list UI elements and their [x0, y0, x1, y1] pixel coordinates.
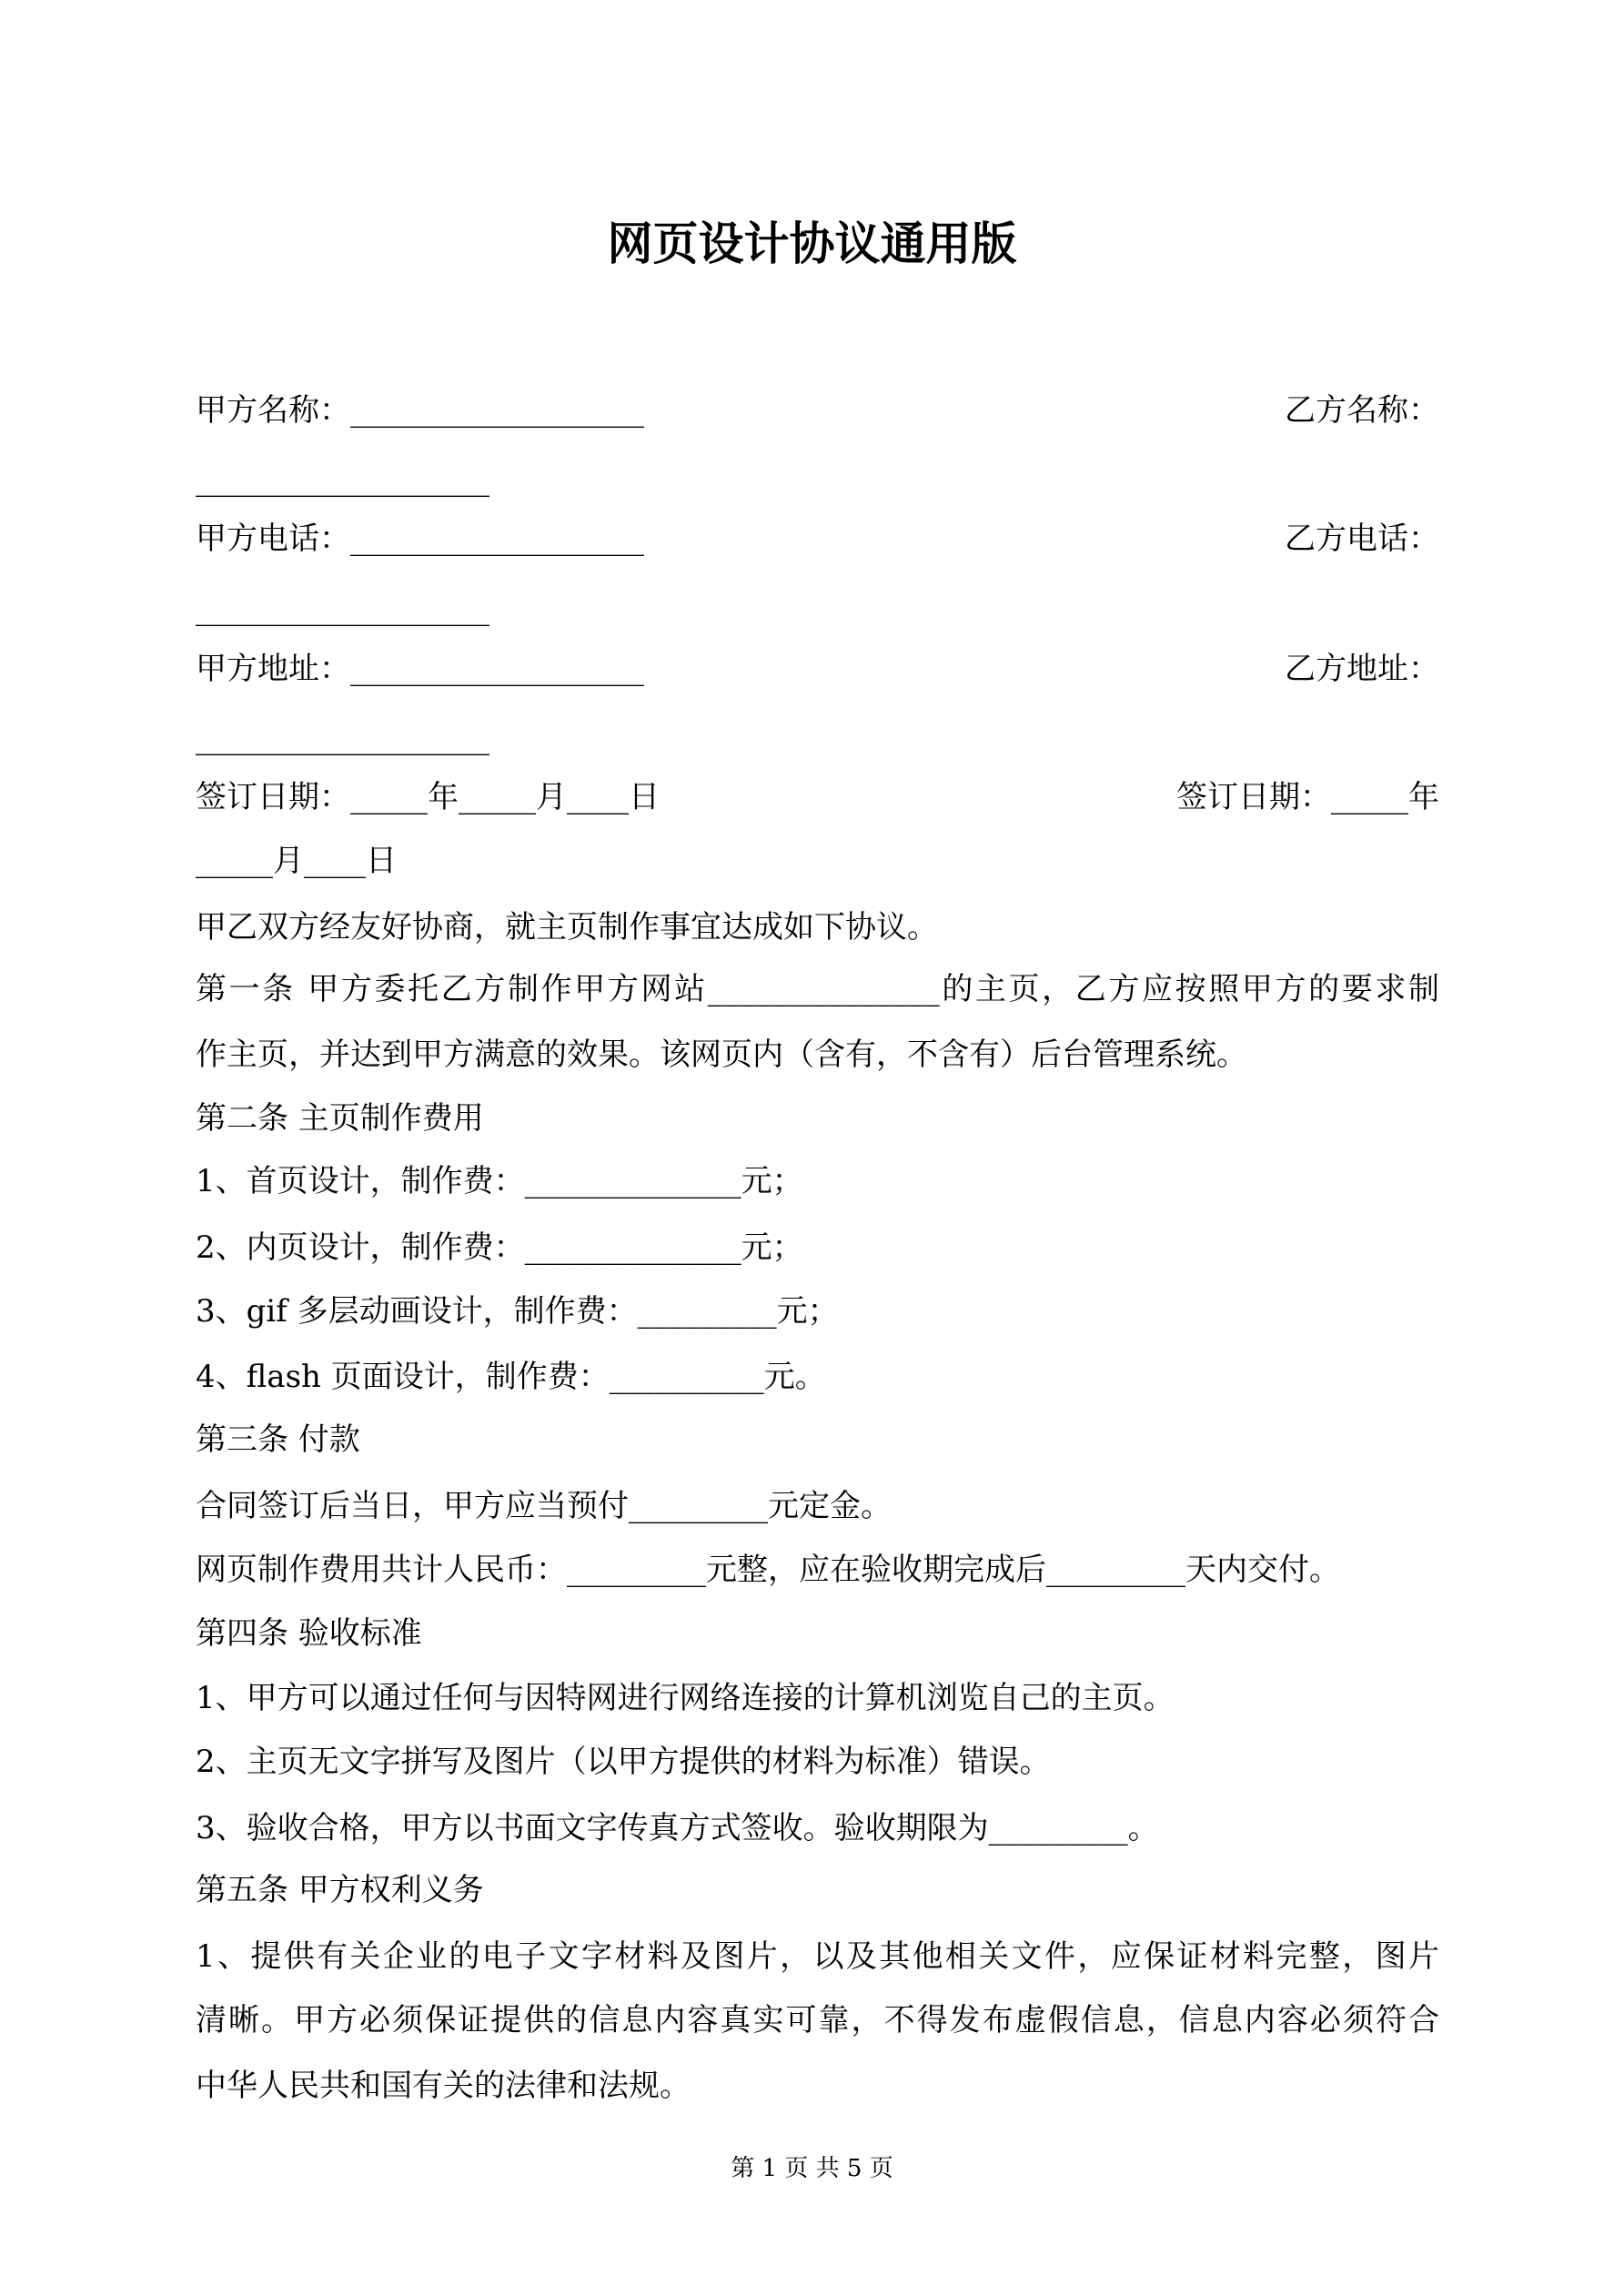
party-phone-row [196, 519, 1439, 559]
party-name-row [196, 390, 1439, 430]
list-item: 3、gif 多层动画设计，制作费：_________元； [196, 1293, 839, 1330]
page-footer: 第 1 页 共 5 页 [731, 2155, 893, 2182]
list-item: 3、验收合格，甲方以书面文字传真方式签收。验收期限为_________。 [196, 1810, 1159, 1846]
party-address-row [196, 649, 1439, 689]
party-a-phone: 甲方电话：___________________ [196, 521, 644, 557]
list-item: 1、首页设计，制作费：______________元； [196, 1163, 803, 1199]
paragraph: 甲乙双方经友好协商，就主页制作事宜达成如下协议。 [196, 909, 938, 946]
section-heading: 第三条 付款 [196, 1421, 360, 1458]
sign-date-row [196, 777, 1439, 817]
party-b-name-blank: ___________________ [196, 461, 489, 498]
section-heading: 第二条 主页制作费用 [196, 1100, 484, 1137]
party-a-name: 甲方名称：___________________ [196, 392, 644, 429]
party-a-address: 甲方地址：___________________ [196, 651, 644, 687]
paragraph: 合同签订后当日，甲方应当预付_________元定金。 [196, 1488, 892, 1524]
section-heading: 第四条 验收标准 [196, 1615, 422, 1652]
paragraph: 第一条 甲方委托乙方制作甲方网站_______________的主页，乙方应按照甲方的要求制 [196, 971, 1439, 1007]
list-item: 2、主页无文字拼写及图片（以甲方提供的材料为标准）错误。 [196, 1744, 1051, 1780]
party-b-sign-date-cont: _____月____日 [196, 843, 397, 879]
paragraph: 清晰。甲方必须保证提供的信息内容真实可靠，不得发布虚假信息，信息内容必须符合 [196, 2002, 1439, 2038]
party-b-phone-label: 乙方电话： [1285, 521, 1439, 557]
paragraph: 中华人民共和国有关的法律和法规。 [196, 2068, 691, 2104]
party-b-sign-date: 签订日期：_____年 [1176, 779, 1439, 815]
party-a-sign-date: 签订日期：_____年_____月____日 [196, 779, 660, 815]
paragraph: 网页制作费用共计人民币：_________元整，应在验收期完成后_________天内交付。 [196, 1552, 1340, 1588]
document-title: 网页设计协议通用版 [607, 217, 1017, 270]
party-b-name-label: 乙方名称： [1285, 392, 1439, 429]
party-b-phone-blank: ___________________ [196, 591, 489, 627]
list-item: 4、flash 页面设计，制作费：__________元。 [196, 1359, 826, 1395]
party-b-address-label: 乙方地址： [1285, 651, 1439, 687]
section-heading: 第五条 甲方权利义务 [196, 1872, 484, 1908]
list-item: 2、内页设计，制作费：______________元； [196, 1229, 803, 1266]
paragraph: 作主页，并达到甲方满意的效果。该网页内（含有，不含有）后台管理系统。 [196, 1037, 1247, 1073]
list-item: 1、提供有关企业的电子文字材料及图片，以及其他相关文件，应保证材料完整，图片 [196, 1938, 1439, 1975]
list-item: 1、甲方可以通过任何与因特网进行网络连接的计算机浏览自己的主页。 [196, 1680, 1175, 1716]
party-b-address-blank: ___________________ [196, 720, 489, 756]
